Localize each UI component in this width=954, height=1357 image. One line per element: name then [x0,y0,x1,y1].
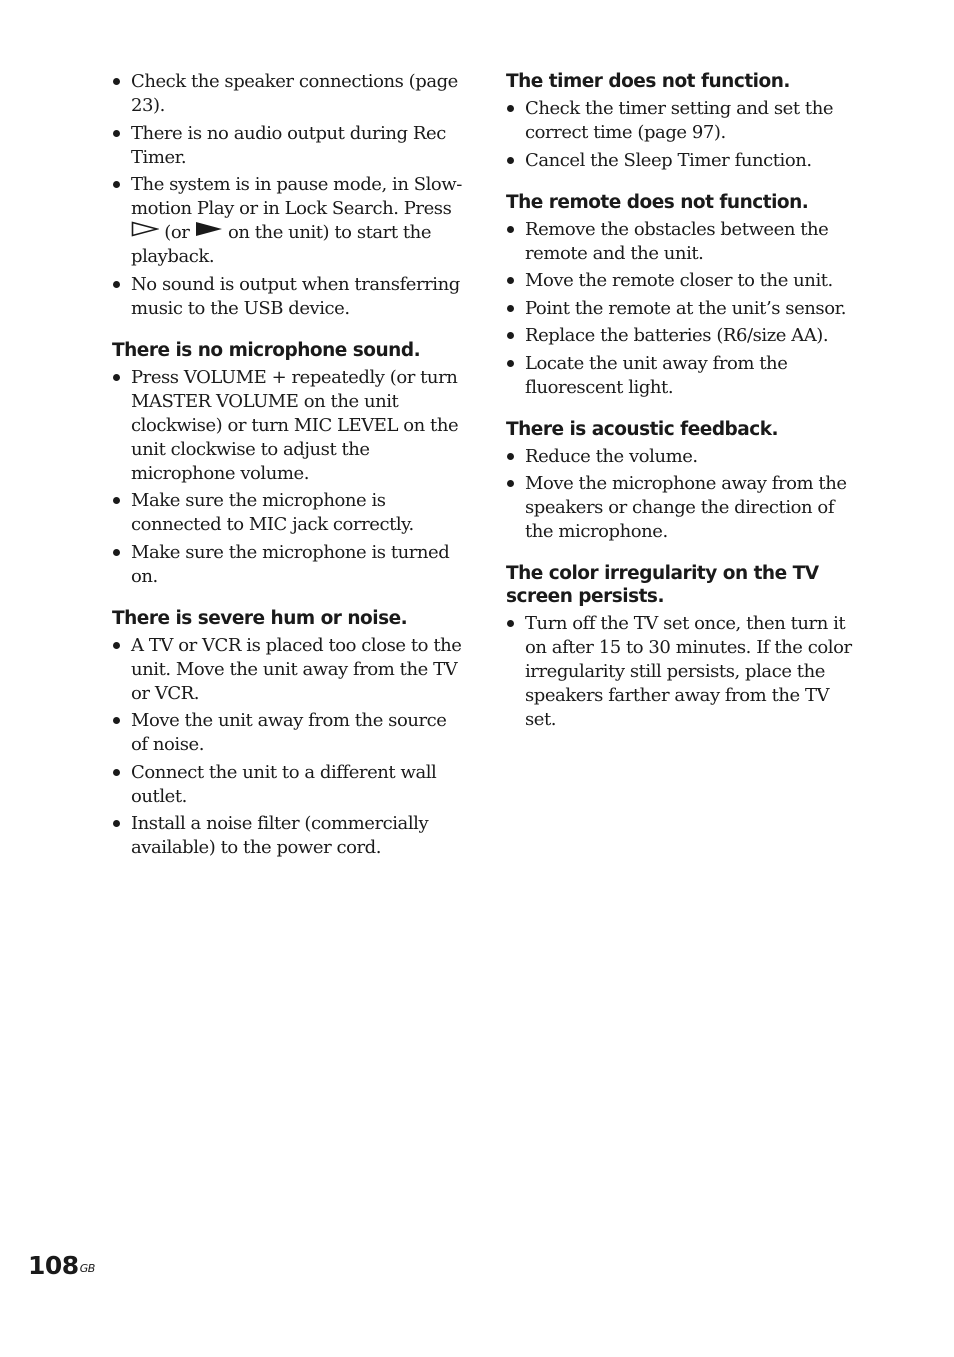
page-number [28,1249,95,1283]
item-text: Replace the batteries (R6/size AA). [525,325,829,346]
item-text: Check the timer setting and set the correct time (page 97). [525,98,834,143]
item-text: Make sure the microphone is connected to MIC jack correctly. [131,490,414,535]
list-item [112,541,462,589]
bullet-icon [507,480,514,487]
list-item [506,297,858,321]
bullet-icon [113,769,120,776]
list-item [112,273,462,321]
section-list [112,366,462,589]
list-item [506,269,858,293]
section-list [506,218,858,400]
section-list [506,445,858,545]
bullet-icon [113,374,120,381]
item-text: There is no audio output during Rec Timer. [131,122,446,168]
bullet-icon [113,717,120,724]
bullet-icon [507,620,514,627]
item-text: Move the unit away from the source of noise. [131,710,447,755]
section-hum-or-noise [112,607,462,861]
item-text: The system is in pause mode, in Slow-motion Play or in Lock Search. Press [131,174,462,219]
list-item [506,97,858,145]
item-text: No sound is output when transferring music to the USB device. [131,273,460,319]
page-number-suffix: GB [79,1262,95,1275]
list-item [112,489,462,537]
bullet-icon [113,78,120,85]
bullet-icon [507,157,514,164]
bullet-icon [113,820,120,827]
section-heading: There is severe hum or noise. [112,607,408,629]
list-item [112,634,462,706]
item-text: on the unit) to start the playback. [131,222,432,267]
item-text: (or [164,222,190,243]
section-heading: There is acoustic feedback. [506,418,779,440]
item-text: Cancel the Sleep Timer function. [525,149,812,171]
item-text: Check the speaker connections (page 23). [131,71,458,116]
list-item [112,366,462,486]
section-heading: The timer does not function. [506,71,790,92]
list-item [506,324,858,348]
bullet-icon [507,226,514,233]
list-item [112,709,462,757]
bullet-icon [507,305,514,312]
section-timer [506,70,858,173]
item-text: A TV or VCR is placed too close to the unit. Move the unit away from the TV or VCR. [131,634,462,704]
list-item [506,445,858,469]
section-list [506,97,858,173]
bullet-icon [113,130,120,137]
bullet-icon [113,497,120,504]
item-text: Reduce the volume. [525,445,698,467]
bullet-icon [507,105,514,112]
item-text: Move the microphone away from the speakers or change the direction of the microphone. [525,473,847,542]
section-list [112,634,462,861]
section-remote [506,191,858,400]
section-color-irregularity [506,562,858,732]
list-item [506,149,858,173]
lead-section [112,70,462,321]
list-item [112,812,462,860]
list-item [506,218,858,266]
item-text: Point the remote at the unit’s sensor. [525,297,847,319]
section-heading: There is no microphone sound. [112,339,421,361]
list-item [506,472,858,544]
section-heading: The remote does not function. [506,191,809,213]
section-acoustic-feedback [506,418,858,545]
section-no-microphone-sound [112,339,462,589]
item-text: Move the remote closer to the unit. [525,270,833,291]
section-list [506,612,858,732]
bullet-icon [113,549,120,556]
list-item [506,612,858,732]
play-solid-icon [195,220,223,244]
left-column [112,70,462,878]
section-heading: The color irregularity on the TV screen persists. [506,563,819,607]
play-outline-icon [131,220,159,244]
item-text: Turn off the TV set once, then turn it on after 15 to 30 minutes. If the color irregularity still persists, place the speakers farther away from the TV set. [525,613,852,730]
item-text: Press VOLUME + repeatedly (or turn MASTER VOLUME on the unit clockwise) or turn MIC LEVEL on the unit clockwise to adjust the microphone volume. [131,366,459,484]
list-item [112,70,462,118]
item-text: Remove the obstacles between the remote and the unit. [525,218,829,264]
item-text: Locate the unit away from the fluorescent light. [525,352,788,398]
bullet-icon [507,453,514,460]
bullet-icon [113,642,120,649]
bullet-icon [113,181,120,188]
bullet-icon [113,281,120,288]
item-text: Connect the unit to a different wall outlet. [131,761,437,807]
right-column [506,70,858,750]
item-text: Make sure the microphone is turned on. [131,541,450,587]
bullet-icon [507,332,514,339]
lead-list [112,70,462,321]
item-text: Install a noise filter (commercially available) to the power cord. [131,813,429,858]
list-item [112,761,462,809]
bullet-icon [507,277,514,284]
list-item [506,352,858,400]
page-number-value: 108 [28,1251,79,1280]
list-item [112,173,462,269]
list-item [112,122,462,170]
bullet-icon [507,360,514,367]
